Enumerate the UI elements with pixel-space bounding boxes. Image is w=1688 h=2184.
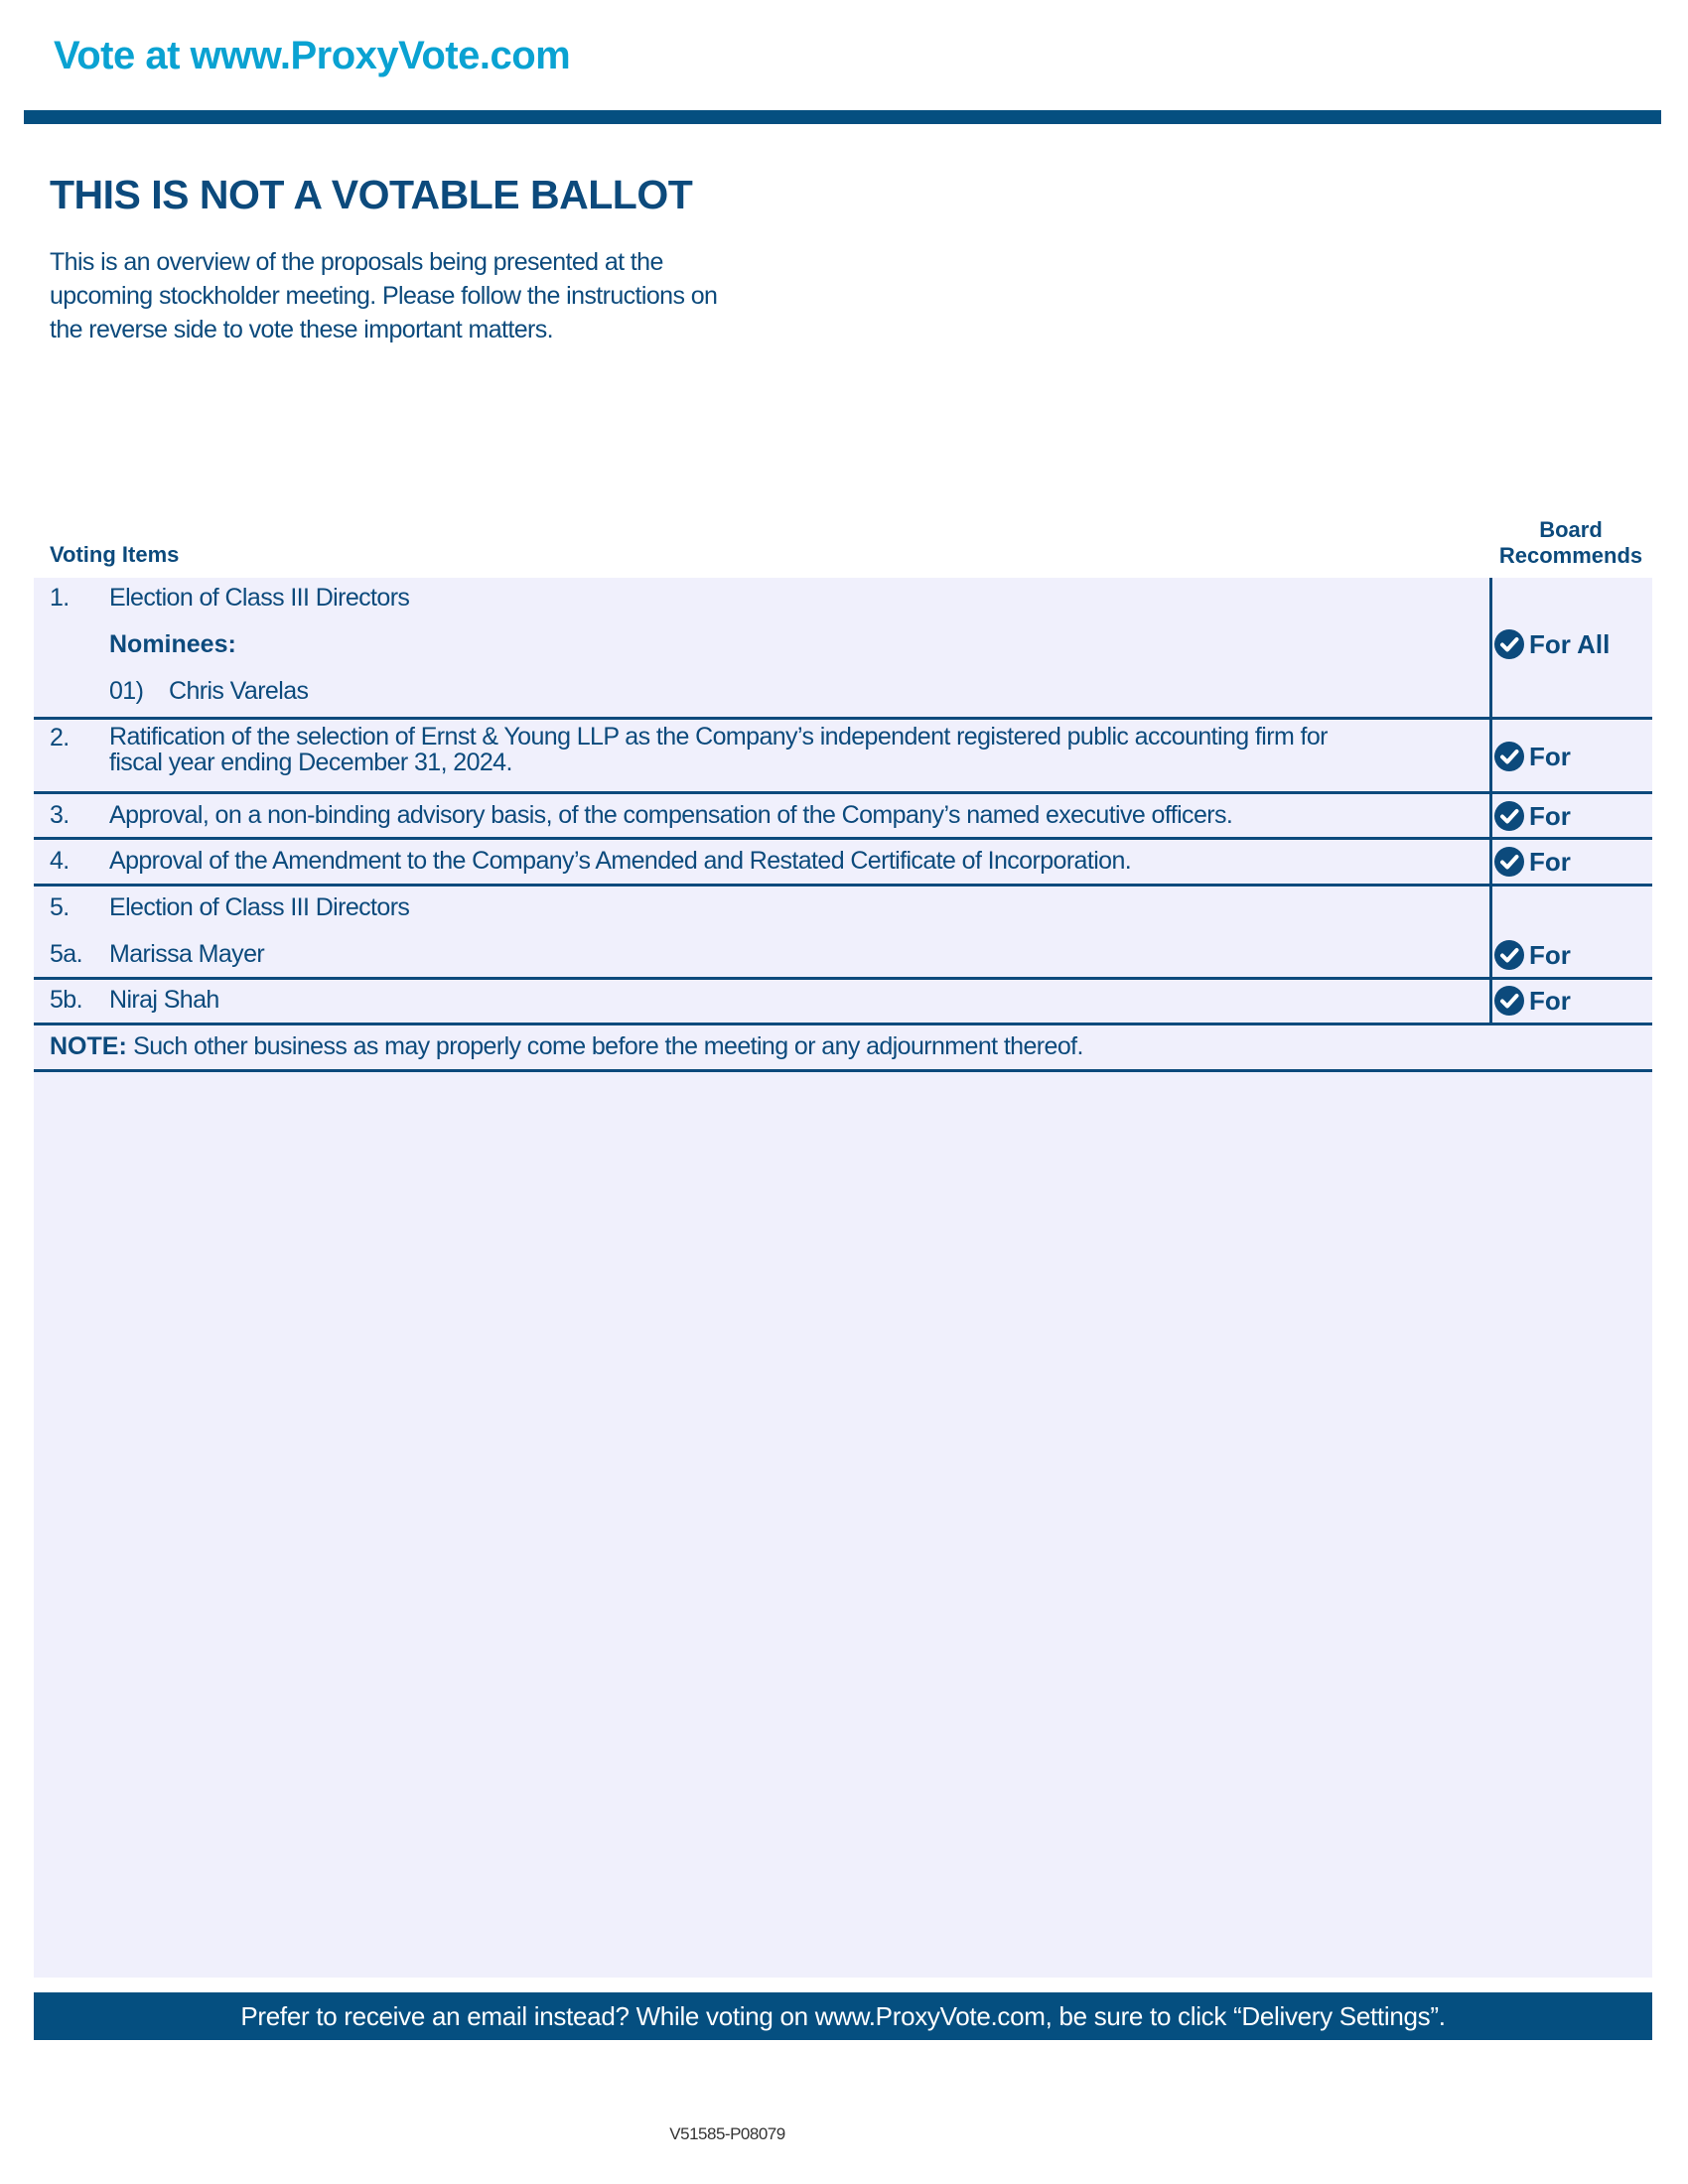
column-divider	[1489, 794, 1492, 840]
intro-line: the reverse side to vote these important matters.	[50, 316, 553, 343]
voting-item-row-3	[34, 794, 1652, 840]
recommendation-label: For	[1529, 939, 1571, 970]
nominee-name: Chris Varelas	[169, 677, 309, 705]
recommendation-for-all	[1493, 628, 1610, 660]
vote-link-header[interactable]: Vote at www.ProxyVote.com	[54, 34, 571, 77]
column-header-voting-items: Voting Items	[50, 542, 180, 567]
note-body: Such other business as may properly come before the meeting or any adjournment thereof.	[126, 1032, 1083, 1060]
column-header-line: Board	[1539, 517, 1603, 542]
sub-item-number: 5a.	[50, 940, 82, 968]
recommendation-for	[1493, 846, 1571, 878]
intro-text	[50, 245, 874, 346]
column-divider	[1489, 840, 1492, 887]
page-title: THIS IS NOT A VOTABLE BALLOT	[50, 172, 693, 217]
voting-item-row-2	[34, 720, 1652, 794]
header-divider-bar	[24, 110, 1661, 124]
email-delivery-banner: Prefer to receive an email instead? While voting on www.ProxyVote.com, be sure to click “Delivery Settings”.	[34, 1992, 1652, 2040]
recommendation-for	[1493, 985, 1571, 1017]
column-divider	[1489, 720, 1492, 794]
item-text: Approval of the Amendment to the Company’s Amended and Restated Certificate of Incorporation.	[109, 847, 1132, 875]
item-number: 1.	[50, 584, 70, 612]
recommendation-for	[1493, 800, 1571, 832]
check-circle-icon	[1493, 985, 1525, 1017]
recommendation-label: For	[1529, 800, 1571, 831]
voting-item-row-5	[34, 887, 1652, 980]
recommendation-label: For	[1529, 741, 1571, 771]
check-circle-icon	[1493, 741, 1525, 772]
item-text-line: Ratification of the selection of Ernst & Young LLP as the Company’s independent registered public accounting firm for	[109, 723, 1328, 751]
nominee-number: 01)	[109, 677, 144, 705]
document-code: V51585-P08079	[669, 2124, 785, 2143]
item-number: 3.	[50, 801, 70, 829]
item-number: 5b.	[50, 986, 82, 1014]
check-circle-icon	[1493, 800, 1525, 832]
item-text: Approval, on a non-binding advisory basis, of the compensation of the Company’s named executive officers.	[109, 801, 1233, 829]
check-circle-icon	[1493, 628, 1525, 660]
voting-item-row-5b	[34, 980, 1652, 1025]
item-number: 4.	[50, 847, 70, 875]
recommendation-label: For	[1529, 846, 1571, 877]
column-divider	[1489, 980, 1492, 1025]
column-header-board-recommends	[1489, 517, 1652, 569]
item-text: Election of Class III Directors	[109, 893, 410, 921]
recommendation-for	[1493, 741, 1571, 772]
voting-item-row-4	[34, 840, 1652, 887]
item-number: 5.	[50, 893, 70, 921]
column-header-line: Recommends	[1498, 543, 1643, 568]
voting-item-row-1	[34, 578, 1652, 720]
recommendation-label: For	[1529, 985, 1571, 1016]
column-divider	[1489, 887, 1492, 980]
item-text: Election of Class III Directors	[109, 584, 410, 612]
note-text	[50, 1032, 1083, 1061]
item-text: Niraj Shah	[109, 986, 219, 1014]
note-label: NOTE:	[50, 1032, 127, 1060]
note-row	[34, 1025, 1652, 1072]
item-text-line: fiscal year ending December 31, 2024.	[109, 749, 512, 776]
check-circle-icon	[1493, 846, 1525, 878]
sub-item-text: Marissa Mayer	[109, 940, 265, 968]
check-circle-icon	[1493, 939, 1525, 971]
intro-line: This is an overview of the proposals being presented at the	[50, 248, 663, 276]
recommendation-for	[1493, 939, 1571, 971]
intro-line: upcoming stockholder meeting. Please follow the instructions on	[50, 282, 718, 310]
nominees-label: Nominees:	[109, 630, 236, 658]
item-number: 2.	[50, 724, 70, 751]
recommendation-label: For All	[1529, 628, 1611, 659]
column-divider	[1489, 578, 1492, 720]
